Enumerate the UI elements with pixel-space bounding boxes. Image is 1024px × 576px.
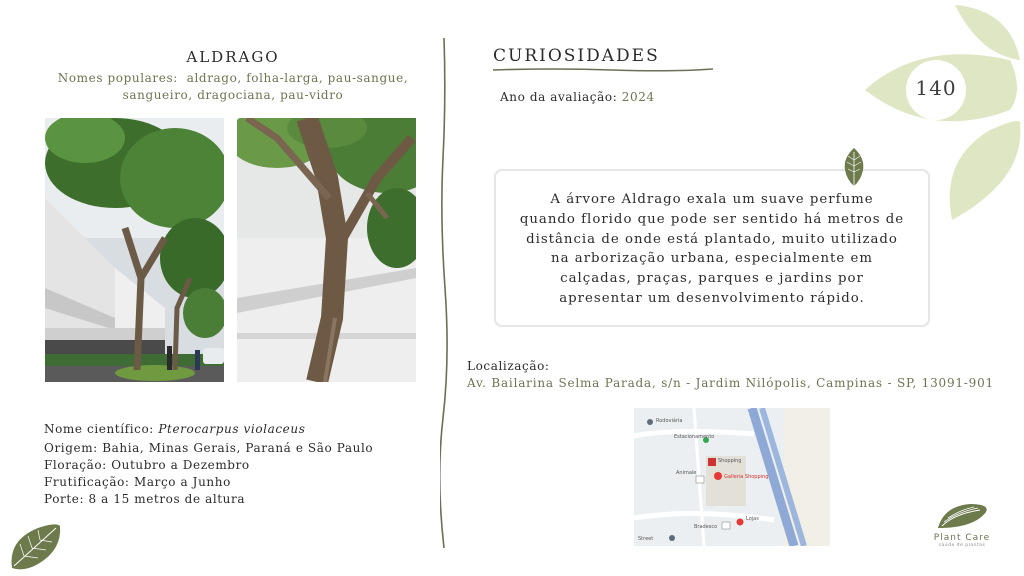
curiosity-text-line: calçadas, praças, parques e jardins por: [560, 271, 864, 287]
map-label: Bradesco: [694, 524, 718, 530]
curiosities-heading: CURIOSIDADES: [493, 46, 660, 66]
tree-photo-1: [45, 118, 224, 382]
evaluation-year-label: Ano da avaliação:: [500, 90, 618, 104]
map-label: Shopping: [718, 458, 742, 464]
popular-names-line1: aldrago, folha-larga, pau-sangue,: [186, 71, 409, 85]
plant-number-badge: 140: [915, 76, 957, 100]
curiosity-text-line: A árvore Aldrago exala um suave perfume: [550, 192, 874, 207]
popular-names: [40, 70, 426, 104]
scientific-name: Pterocarpus violaceus: [158, 422, 306, 436]
brand-name: Plant Care: [933, 533, 991, 543]
curiosity-text-line: na arborização urbana, especialmente em: [551, 251, 873, 267]
map-label: Street: [638, 536, 654, 542]
size-line: Porte: 8 a 15 metros de altura: [44, 492, 246, 506]
map-label: Lojas: [746, 516, 759, 522]
popular-names-line2: sangueiro, dragociana, pau-vidro: [122, 88, 344, 102]
fruiting-line: Frutificação: Março a Junho: [44, 475, 231, 489]
map-label: Rodoviária: [656, 418, 683, 424]
tree-photo-2: [237, 118, 416, 382]
location-address: Av. Bailarina Selma Parada, s/n - Jardim Nilópolis, Campinas - SP, 13091-901: [467, 376, 994, 390]
origin-line: Origem: Bahia, Minas Gerais, Paraná e São Paulo: [44, 441, 374, 455]
leaf-icon: [843, 148, 865, 188]
curiosity-text-line: apresentar um desenvolvimento rápido.: [559, 290, 865, 306]
brand-tagline: saúde de plantas: [938, 543, 986, 548]
map-label: Galleria Shopping: [724, 474, 769, 480]
scientific-name-line: [44, 421, 373, 438]
flowering-line: Floração: Outubro a Dezembro: [44, 458, 250, 472]
location-map[interactable]: [634, 408, 830, 546]
curiosity-text: [500, 190, 924, 309]
popular-names-label: Nomes populares:: [57, 71, 178, 85]
location-label: Localização:: [467, 359, 550, 373]
heading-underline: [493, 66, 713, 74]
evaluation-year-value: 2024: [621, 90, 655, 104]
vertical-divider: [440, 38, 448, 548]
map-label: Estacionamento: [674, 434, 715, 440]
plant-info: [44, 421, 373, 508]
evaluation-year: [500, 90, 655, 104]
decorative-leaf-icon: [8, 520, 64, 572]
map-label: Animale: [676, 470, 697, 476]
curiosity-text-line: distância de onde está plantado, muito utilizado: [526, 231, 898, 247]
plant-name-title: ALDRAGO: [186, 48, 280, 66]
curiosity-text-line: quando florido que pode ser sentido há metros de: [519, 211, 905, 227]
scientific-name-label: Nome científico:: [44, 422, 154, 436]
